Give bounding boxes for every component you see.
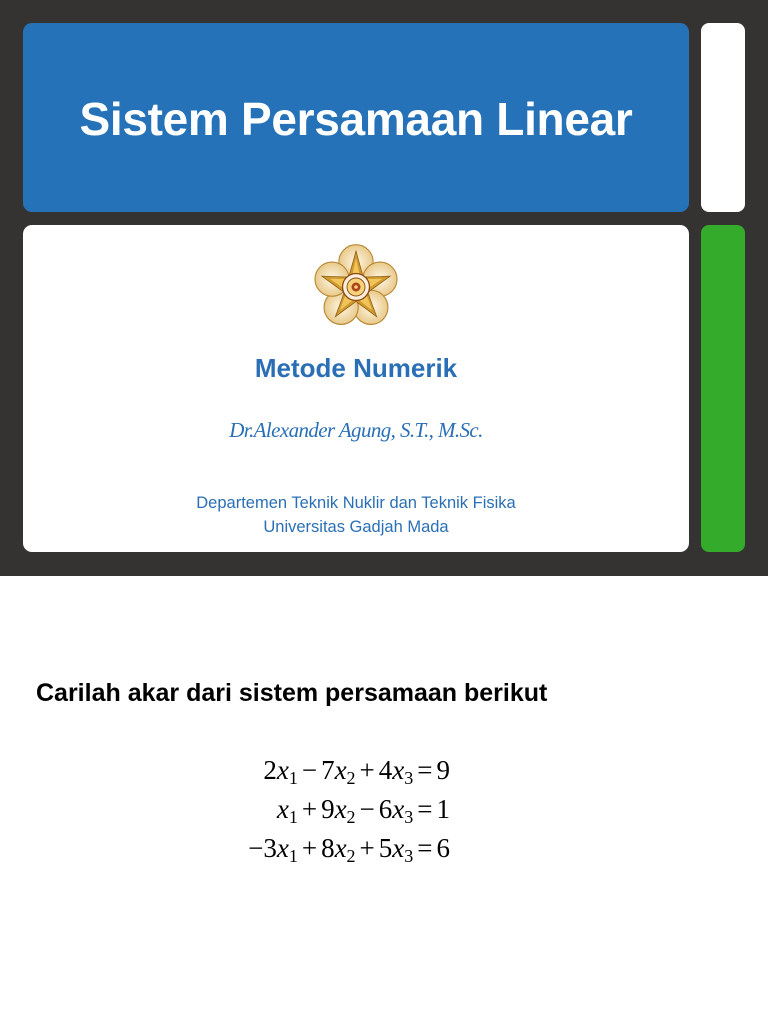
university-name: Universitas Gadjah Mada bbox=[263, 518, 449, 536]
course-name: Metode Numerik bbox=[254, 353, 458, 383]
eq3-term2: $8x_2$ bbox=[321, 833, 356, 866]
eq3-term1: $-3x_1$ bbox=[248, 833, 298, 866]
eq1-term3: $4x_3$ bbox=[378, 755, 414, 788]
eq1-term2: $7x_2$ bbox=[321, 755, 356, 788]
side-accent-white bbox=[701, 23, 745, 212]
eq2-term3: $6x_3$ bbox=[378, 794, 414, 827]
equation-2: $x_1 + 9x_2 - 6x_3 = 1$ bbox=[276, 794, 450, 827]
equation-1: $2x_1 - 7x_2 + 4x_3 = 9$ bbox=[263, 755, 450, 788]
side-accent-green bbox=[701, 225, 745, 552]
equation-3: $-3x_1 + 8x_2 + 5x_3 = 6$ bbox=[248, 833, 450, 866]
eq2-rhs: 1 bbox=[436, 794, 450, 824]
university-seal-icon bbox=[311, 242, 401, 332]
title-banner bbox=[23, 23, 689, 212]
affiliation bbox=[23, 491, 689, 539]
eq2-term1: $x_1$ bbox=[276, 794, 298, 827]
author-name: Dr.Alexander Agung, S.T., M.Sc. bbox=[229, 418, 483, 442]
equation-system bbox=[180, 752, 450, 869]
eq1-rhs: 9 bbox=[436, 755, 450, 785]
department-name: Departemen Teknik Nuklir dan Teknik Fisika bbox=[196, 494, 516, 512]
title-content-box bbox=[23, 225, 689, 552]
eq1-term1: $2x_1$ bbox=[263, 755, 298, 788]
eq3-rhs: 6 bbox=[436, 833, 450, 863]
eq3-term3: $5x_3$ bbox=[378, 833, 414, 866]
eq2-term2: $9x_2$ bbox=[321, 794, 356, 827]
slide-title: Sistem Persamaan Linear bbox=[79, 92, 633, 145]
question-text: Carilah akar dari sistem persamaan berikut bbox=[36, 679, 548, 707]
